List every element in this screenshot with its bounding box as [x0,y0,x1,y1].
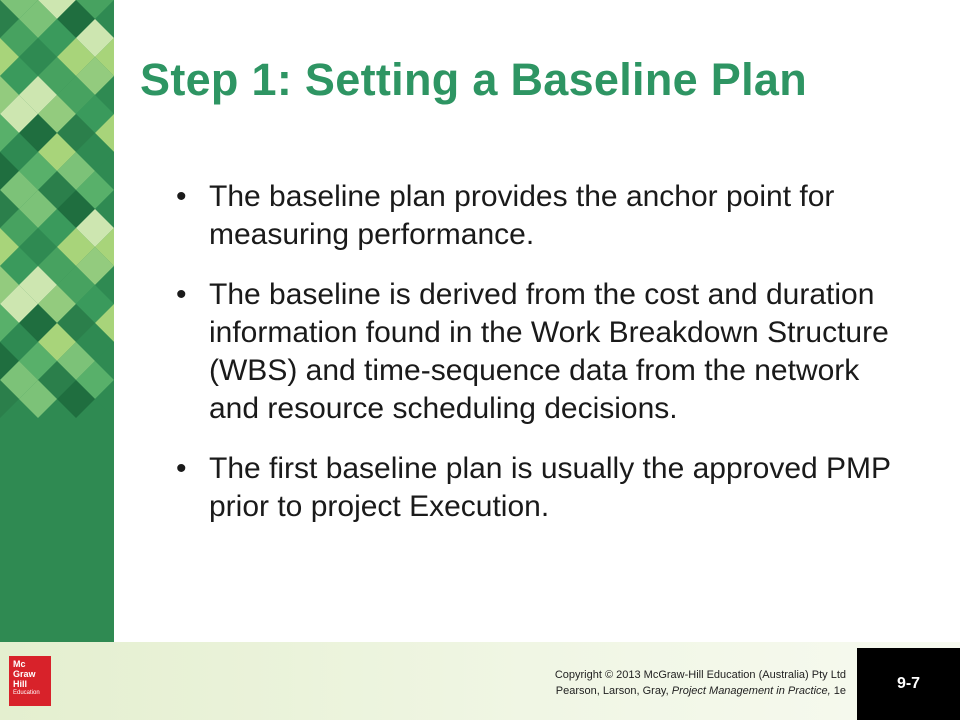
citation-line [555,683,846,699]
citation-authors: Pearson, Larson, Gray, [555,685,672,697]
citation-edition: 1e [830,685,846,697]
logo-text: Hill [13,679,28,689]
copyright-line: Copyright © 2013 McGraw-Hill Education (Australia) Pty Ltd [554,669,846,681]
bullet-list [176,178,916,548]
copyright-notice [555,667,846,699]
bullet-item [176,276,916,428]
decorative-diamond-pattern [0,0,114,720]
diamond-pattern-graphic [0,0,114,720]
logo-text: Mc [13,659,26,669]
bullet-marker: • [176,278,187,311]
bullet-text: The baseline is derived from the cost and duration information found in the Work Breakdown Structure (WBS) and time-sequence data from the network and resource scheduling decisions. [209,278,889,425]
page-number-box [857,648,960,720]
bullet-item [176,450,916,526]
logo-text: Education [13,690,40,696]
logo-text: Graw [13,669,36,679]
bullet-item [176,178,916,254]
citation-book-title: Project Management in Practice, [671,685,831,697]
bullet-text: The first baseline plan is usually the approved PMP prior to project Execution. [209,452,891,523]
publisher-logo [9,656,51,706]
bullet-marker: • [176,180,187,213]
bullet-text: The baseline plan provides the anchor point for measuring performance. [209,180,835,251]
bullet-marker: • [176,452,187,485]
page-number: 9-7 [896,675,921,692]
slide-title: Step 1: Setting a Baseline Plan [140,54,807,105]
